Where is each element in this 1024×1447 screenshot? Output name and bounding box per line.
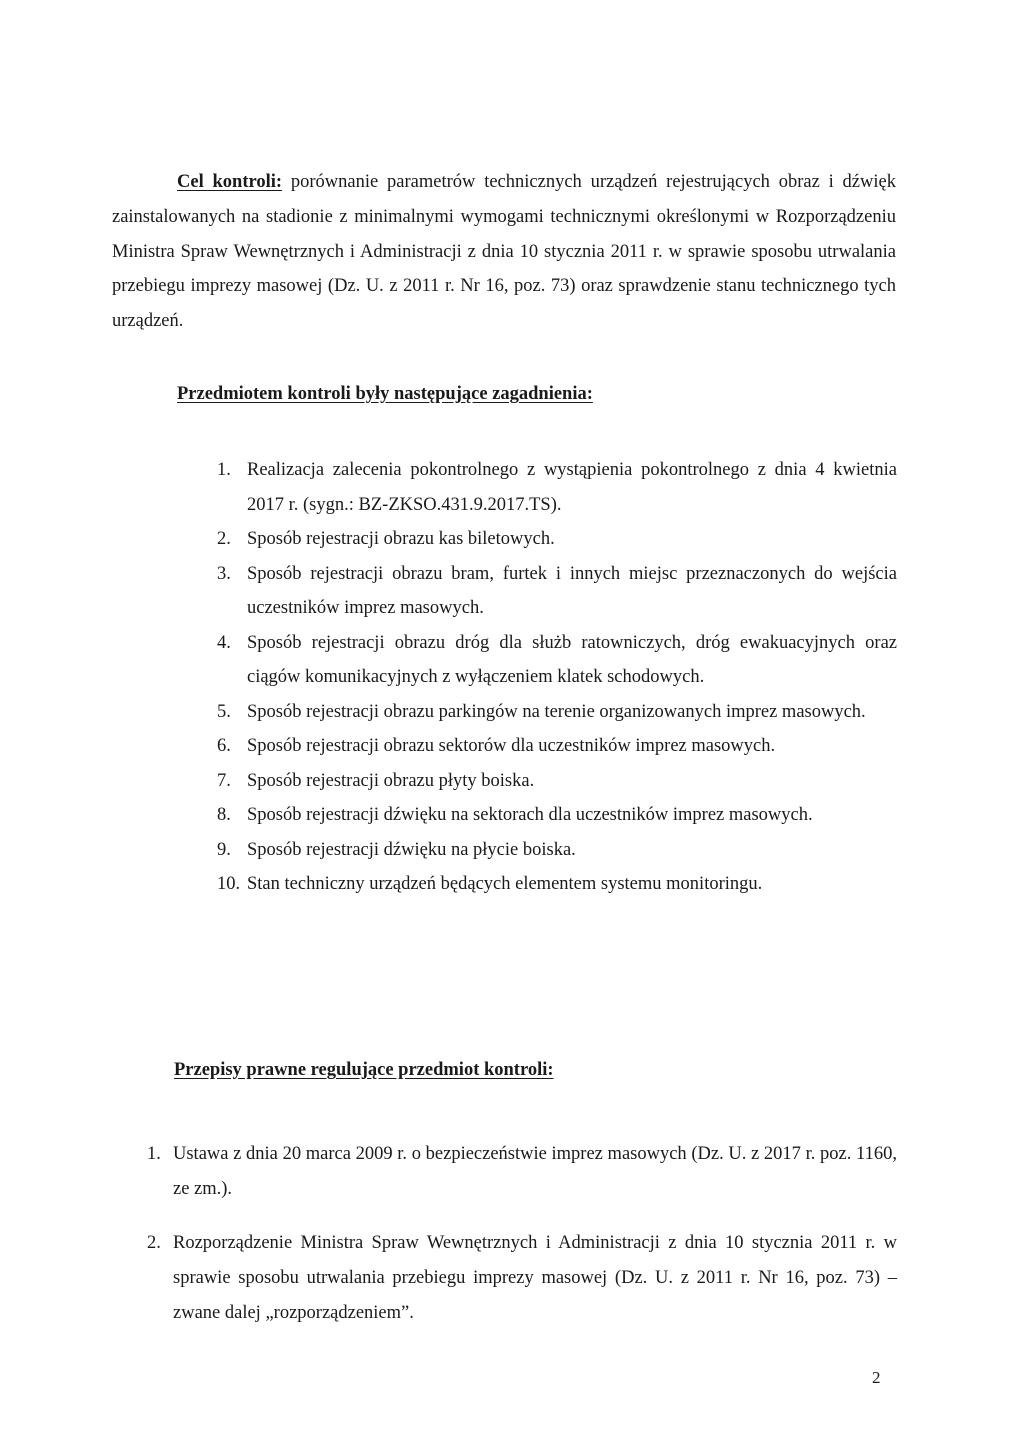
topic-number: 10. (217, 874, 241, 894)
topic-number: 9. (217, 839, 231, 860)
topic-text: Sposób rejestracji dźwięku na płycie boiska. (247, 839, 576, 860)
topic-item (217, 764, 897, 799)
topic-text: Sposób rejestracji obrazu sektorów dla uczestników imprez masowych. (247, 736, 776, 756)
topic-text: Sposób rejestracji obrazu dróg dla służb ratowniczych, dróg ewakuacyjnych oraz ciągów komunikacyjnych z wyłączeniem klatek schodowych. (247, 632, 897, 687)
objective-text: porównanie parametrów technicznych urządzeń rejestrujących obraz i dźwięk zainstalowanych na stadionie z minimalnymi wymogami technicznymi określonymi w Rozporządzeniu Ministra Spraw Wewnętrznych i Administracji z dnia 10 stycznia 2011 r. w sprawie sposobu utrwalania przebiegu imprezy masowej (Dz. U. z 2011 r. Nr 16, poz. 73) oraz sprawdzenie stanu technicznego tych urządzeń. (112, 172, 896, 332)
topic-item (217, 557, 897, 626)
regulation-item (147, 1137, 897, 1207)
topic-item (217, 695, 897, 730)
topic-item (217, 729, 897, 764)
topic-item (217, 833, 897, 868)
regulation-number: 2. (147, 1233, 161, 1253)
regulations-heading: Przepisy prawne regulujące przedmiot kontroli: (174, 1060, 554, 1080)
topic-text: Sposób rejestracji obrazu kas biletowych. (247, 529, 555, 549)
topic-text: Realizacja zalecenia pokontrolnego z wystąpienia pokontrolnego z dnia 4 kwietnia 2017 r. (sygn.: BZ-ZKSO.431.9.2017.TS). (247, 460, 897, 515)
topics-heading: Przedmiotem kontroli były następujące zagadnienia: (177, 384, 593, 404)
topic-number: 6. (217, 736, 231, 756)
topic-text: Sposób rejestracji obrazu parkingów na terenie organizowanych imprez masowych. (247, 701, 866, 722)
topic-number: 7. (217, 770, 231, 791)
regulation-item (147, 1226, 897, 1331)
topics-list (217, 453, 897, 902)
topic-number: 1. (217, 460, 231, 480)
topic-text: Sposób rejestracji obrazu płyty boiska. (247, 770, 535, 791)
topic-item (217, 453, 897, 522)
topic-number: 8. (217, 805, 231, 825)
topic-item (217, 522, 897, 557)
objective-paragraph (112, 165, 896, 339)
objective-label: Cel kontroli: (177, 172, 283, 192)
topic-number: 4. (217, 632, 231, 653)
regulations-list (147, 1137, 897, 1331)
topic-number: 5. (217, 701, 231, 722)
topic-text: Sposób rejestracji dźwięku na sektorach dla uczestników imprez masowych. (247, 805, 813, 825)
topic-item (217, 798, 897, 833)
page-number: 2 (872, 1368, 881, 1387)
topic-item (217, 867, 897, 902)
topic-text: Stan techniczny urządzeń będących elementem systemu monitoringu. (247, 874, 763, 894)
regulation-text: Rozporządzenie Ministra Spraw Wewnętrznych i Administracji z dnia 10 stycznia 2011 r. w sprawie sposobu utrwalania przebiegu imprezy masowej (Dz. U. z 2011 r. Nr 16, poz. 73) – zwane dalej „rozporządzeniem”. (173, 1233, 897, 1323)
topic-item (217, 626, 897, 695)
regulation-number: 1. (147, 1144, 161, 1164)
regulation-text: Ustawa z dnia 20 marca 2009 r. o bezpieczeństwie imprez masowych (Dz. U. z 2017 r. poz. 1160, ze zm.). (173, 1144, 897, 1199)
topic-number: 3. (217, 563, 231, 584)
topic-number: 2. (217, 529, 231, 549)
topic-text: Sposób rejestracji obrazu bram, furtek i innych miejsc przeznaczonych do wejścia uczestników imprez masowych. (247, 563, 897, 618)
